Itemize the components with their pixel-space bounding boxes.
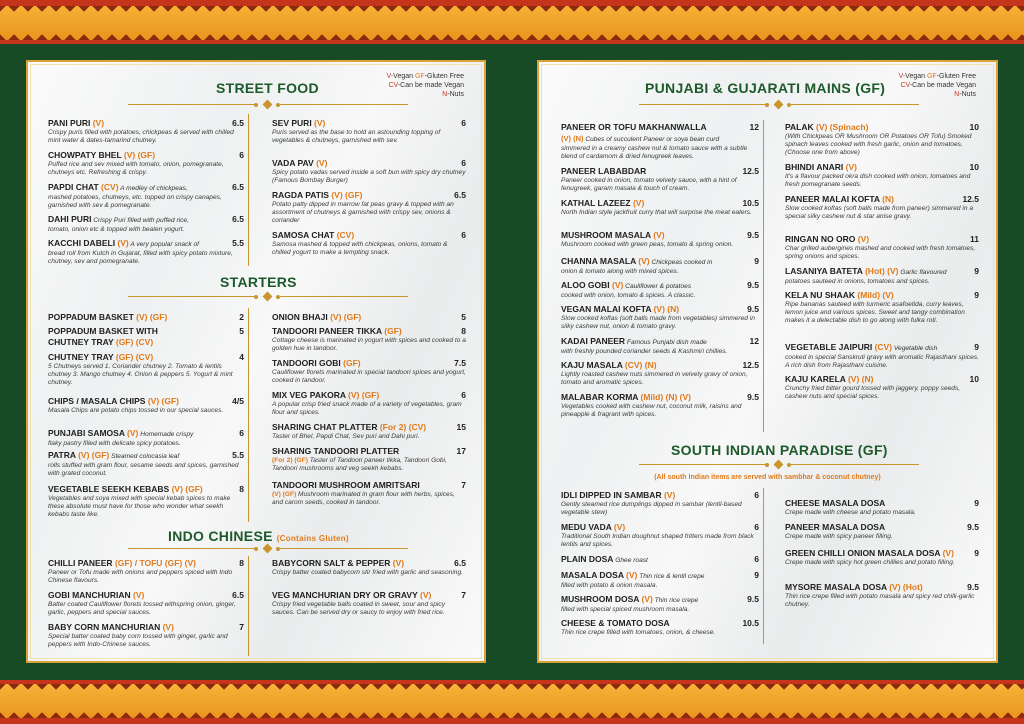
menu-item: KAJU KARELA (V) (N) 10 Crunchy fried bitter gourd tossed with jaggery, poppy seeds, cashew nuts and special spices. <box>785 374 979 400</box>
menu-item: BABYCORN SALT & PEPPER (V) 6.5 Crispy batter coated babycorn stir fried with garlic and seasoning. <box>272 558 466 576</box>
menu-item: BHINDI ANARI (V) 10 It's a flavour packed okra dish cooked with onion, tomatoes and fresh pomegranate seeds. <box>785 162 979 188</box>
punjabi-divider <box>639 100 919 110</box>
menu-item: PANEER LABABDAR 12.5 Paneer cooked in onion, tomato velvety sauce, with a hint of fenugreek, garam masala & touch of cream. <box>561 166 759 192</box>
menu-item: KAJU MASALA (CV) (N) 12.5 Lightly roasted cashew nuts simmered in velvety gravy of onion, tomato and aromatic spices. <box>561 360 759 386</box>
diet-legend: V-Vegan GF-Gluten Free CV-Can be made Vegan N-Nuts <box>386 73 464 98</box>
menu-item: GOBI MANCHURIAN (V) 6.5 Batter coated Cauliflower florets tossed withspring onion, ginger, garlic, peppers and special sauces. <box>48 590 244 616</box>
indo-chinese-divider <box>128 544 408 554</box>
menu-item: PUNJABI SAMOSA (V) Homemade crispy 6 flaky pastry filled with delicate spicy potatoes. <box>48 428 244 447</box>
menu-item: PANEER MALAI KOFTA (N) 12.5 Slow cooked koftas (soft balls made from paneer) simmered in a special silky cashew nut & star anise gravy. <box>785 194 979 220</box>
indo-chinese-title: INDO CHINESE (Contains Gluten) <box>168 528 349 544</box>
starters-divider <box>128 292 408 302</box>
menu-item: KATHAL LAZEEZ (V) 10.5 North Indian style jackfruit curry that will surprise the meat eaters. <box>561 198 759 216</box>
south-indian-title: SOUTH INDIAN PARADISE (GF) <box>671 442 888 458</box>
menu-item: CHILLI PANEER (GF) / TOFU (GF) (V) 8 Paneer or Tofu made with onions and peppers spiced with Indo Chinese flavours. <box>48 558 244 584</box>
punjabi-mains-title: PUNJABI & GUJARATI MAINS (GF) <box>645 80 886 96</box>
menu-item: SAMOSA CHAT (CV) 6 Samosa mashed & topped with chickpeas, onions, tomato & chilled yogurt to make a tempting snack. <box>272 230 466 256</box>
bottom-triangle-pattern-lower <box>0 708 1024 718</box>
menu-item: RAGDA PATIS (V) (GF) 6.5 Potato patty dipped in marrow fat peas gravy & topped with an assortment of chutneys & garnished with crispy sev, onions & coriander <box>272 190 466 224</box>
menu-item: MIX VEG PAKORA (V) (GF) 6 A popular crisp fried snack made of a variety of vegetables, gram flour and spices. <box>272 390 466 416</box>
bottom-red-stripe-lower <box>0 718 1024 724</box>
menu-item: PALAK (V) (Spinach) 10 (With Chickpeas OR Mushroom OR Potatoes OR Tofu) Smoked spinach leaves cooked with fresh garlic, onion and tomatoes. (Choose one from above) <box>785 122 979 156</box>
right-menu-page <box>537 60 998 663</box>
menu-item: CHIPS / MASALA CHIPS (V) (GF) 4/5 Masala Chips are potato chips tossed in our special sauces. <box>48 396 244 414</box>
menu-item: MYSORE MASALA DOSA (V) (Hot) 9.5 Thin rice crepe filled with potato masala and spicy red chilli-garlic chutney. <box>785 582 979 608</box>
menu-item: POPPADUM BASKET WITH CHUTNEY TRAY (GF) (CV) 5 <box>48 326 244 347</box>
top-triangle-pattern-lower <box>0 30 1024 40</box>
menu-item: PANI PURI (V) 6.5 Crispy puris filled with potatoes, chickpeas & served with chilled mint water & dates-tamarind chutney. <box>48 118 244 144</box>
menu-item: SHARING TANDOORI PLATTER 17 (For 2) (GF) Taster of Tandoori paneer tikka, Tandoori Gobi, Tandoori mushrooms and veg seekh kebabs. <box>272 446 466 472</box>
menu-item: BABY CORN MANCHURIAN (V) 7 Special batter coated baby corn tossed with ginger, garlic and peppers with Indo-Chinese sauces. <box>48 622 244 648</box>
menu-item: DAHI PURI Crispy Puri filled with puffed rice, 6.5 tomato, onion etc & topped with beaten yogurt. <box>48 214 244 233</box>
starters-title: STARTERS <box>220 274 297 290</box>
menu-item: ONION BHAJI (V) (GF) 5 <box>272 312 466 322</box>
menu-item: TANDOORI GOBI (GF) 7.5 Cauliflower florets marinated in special tandoori spices and yogurt, cooked in tandoor. <box>272 358 466 384</box>
menu-item: VEGAN MALAI KOFTA (V) (N) 9.5 Slow cooked koftas (soft balls made from vegetables) simmered in silky cashew nut, onion & tomato gravy. <box>561 304 759 330</box>
menu-item: IDLI DIPPED IN SAMBAR (V) 6 Gently steamed rice dumplings dipped in sambar (lentil-based vegetable stew) <box>561 490 759 516</box>
menu-item: MUSHROOM MASALA (V) 9.5 Mushroom cooked with green peas, tomato & spring onion. <box>561 230 759 248</box>
south-indian-divider <box>639 460 919 470</box>
menu-item: MALABAR KORMA (Mild) (N) (V) 9.5 Vegetables cooked with cashew nut, coconut milk, raisins and pineapple & fragrant with spices. <box>561 392 759 418</box>
menu-item: MUSHROOM DOSA (V) Thin rice crepe 9.5 filled with special spiced mushroom masala. <box>561 594 759 613</box>
south-indian-note: (All south Indian items are served with sambhar & coconut chutney) <box>654 474 881 481</box>
menu-item: PATRA (V) (GF) Steamed colocasia leaf 5.5 rolls stuffed with gram flour, sesame seeds and spices, garnished with grated coconut. <box>48 450 244 477</box>
menu-item: CHEESE & TOMATO DOSA 10.5 Thin rice crepe filled with tomatoes, onion, & cheese. <box>561 618 759 636</box>
menu-item: LASANIYA BATETA (Hot) (V) Garlic flavoured 9 potatoes sauteed in onions, tomatoes and spices. <box>785 266 979 285</box>
menu-item: ALOO GOBI (V) Cauliflower & potatoes 9.5 cooked with onion, tomato & spices. A classic. <box>561 280 759 299</box>
menu-item: KACCHI DABELI (V) A very popular snack of 5.5 bread roll from Kutch in Gujarat, filled with spicy potato mixture, chutney, sev and pomegranate. <box>48 238 244 265</box>
left-menu-page <box>26 60 486 663</box>
menu-item: PANEER OR TOFU MAKHANWALLA 12 (V) (N) Cubes of succulent Paneer or soya bean curd simmered in a creamy cashew nut & tomato sauce with a subtle blend of cardamom & dried fenugreek leaves. <box>561 122 759 160</box>
menu-item: PLAIN DOSA Ghee roast 6 <box>561 554 759 564</box>
menu-item: VEGETABLE JAIPURI (CV) Vegetable dish 9 cooked in special Sanskruti gravy with aromatic Rajasthani spices. A rich dish from Rajasthani cuisine. <box>785 342 979 369</box>
menu-item: SEV PURI (V) 6 Puris served as the base to hold an astounding topping of vegetables & chutneys, garnished with sev. <box>272 118 466 144</box>
menu-item: VEGETABLE SEEKH KEBABS (V) (GF) 8 Vegetables and soya mixed with special kebab spices to make these absolute must have for those who wonder what seekh kebabs taste like. <box>48 484 244 518</box>
menu-item: PANEER MASALA DOSA 9.5 Crepe made with spicy paneer filling. <box>785 522 979 540</box>
menu-item: MASALA DOSA (V) Thin rice & lentil crepe 9 filled with potato & onion masala. <box>561 570 759 589</box>
menu-item: CHOWPATY BHEL (V) (GF) 6 Puffed rice and sev mixed with tomato, onion, pomegranate, chutneys etc. Refreshing & crispy. <box>48 150 244 176</box>
street-food-divider <box>128 100 408 110</box>
menu-item: CHANNA MASALA (V) Chickpeas cooked in 9 onion & tomato along with mixed spices. <box>561 256 759 275</box>
menu-item: TANDOORI PANEER TIKKA (GF) 8 Cottage cheese is marinated in yogurt with spices and cooked to a golden hue in tandoor. <box>272 326 466 352</box>
bottom-triangle-pattern <box>0 684 1024 694</box>
menu-item: KADAI PANEER Famous Punjabi dish made 12 with freshly pounded coriander seeds & Kashmiri chillies. <box>561 336 759 355</box>
menu-item: CHUTNEY TRAY (GF) (CV) 4 5 Chutneys served 1. Coriander chutney 2. Tomato & lentils chutney 3. Mango chutney 4. Onion & peppers 5. Yogurt & mint chutney. <box>48 352 244 386</box>
menu-item: RINGAN NO ORO (V) 11 Char grilled aubergines mashed and cooked with fresh tomatoes, spring onions and spices. <box>785 234 979 260</box>
menu-item: KELA NU SHAAK (Mild) (V) 9 Ripe bananas sauteed with turmeric asafoetida, curry leaves, lemon juice and various spices. Sweet and tangy combination makes it a delectable dish to go along with fulka roti. <box>785 290 979 324</box>
top-red-stripe-lower <box>0 40 1024 44</box>
diet-legend: V-Vegan GF-Gluten Free CV-Can be made Vegan N-Nuts <box>898 73 976 98</box>
street-food-title: STREET FOOD <box>216 80 319 96</box>
top-triangle-pattern <box>0 6 1024 16</box>
menu-item: SHARING CHAT PLATTER (For 2) (CV) 15 Taster of Bhel, Papdi Chat, Sev puri and Dahi puri. <box>272 422 466 440</box>
menu-item: GREEN CHILLI ONION MASALA DOSA (V) 9 Crepe made with spicy hot green chillies and potato filling. <box>785 548 979 566</box>
menu-item: MEDU VADA (V) 6 Traditional South Indian doughnut shaped fritters made from black lentils and spices. <box>561 522 759 548</box>
menu-item: CHEESE MASALA DOSA 9 Crepe made with cheese and potato masala. <box>785 498 979 516</box>
menu-item: VADA PAV (V) 6 Spicy potato vadas served inside a soft bun with spicy dry chutney (Famous Bombay Burger) <box>272 158 466 184</box>
menu-item: TANDOORI MUSHROOM AMRITSARI 7 (V) (GF) Mushroom marinated in gram flour with herbs, spices, and carom seeds, cooked in tandoor. <box>272 480 466 506</box>
menu-item: POPPADUM BASKET (V) (GF) 2 <box>48 312 244 322</box>
menu-item: VEG MANCHURIAN DRY OR GRAVY (V) 7 Crispy fried vegetable balls coated in sweet, sour and spicy sauces. Can be served dry or saucy to enjoy with fried rice. <box>272 590 466 616</box>
menu-item: PAPDI CHAT (CV) A medley of chickpeas, 6.5 mashed potatoes, chutneys, etc. topped on crispy canapes, garnished with sev & pomegranate. <box>48 182 244 209</box>
